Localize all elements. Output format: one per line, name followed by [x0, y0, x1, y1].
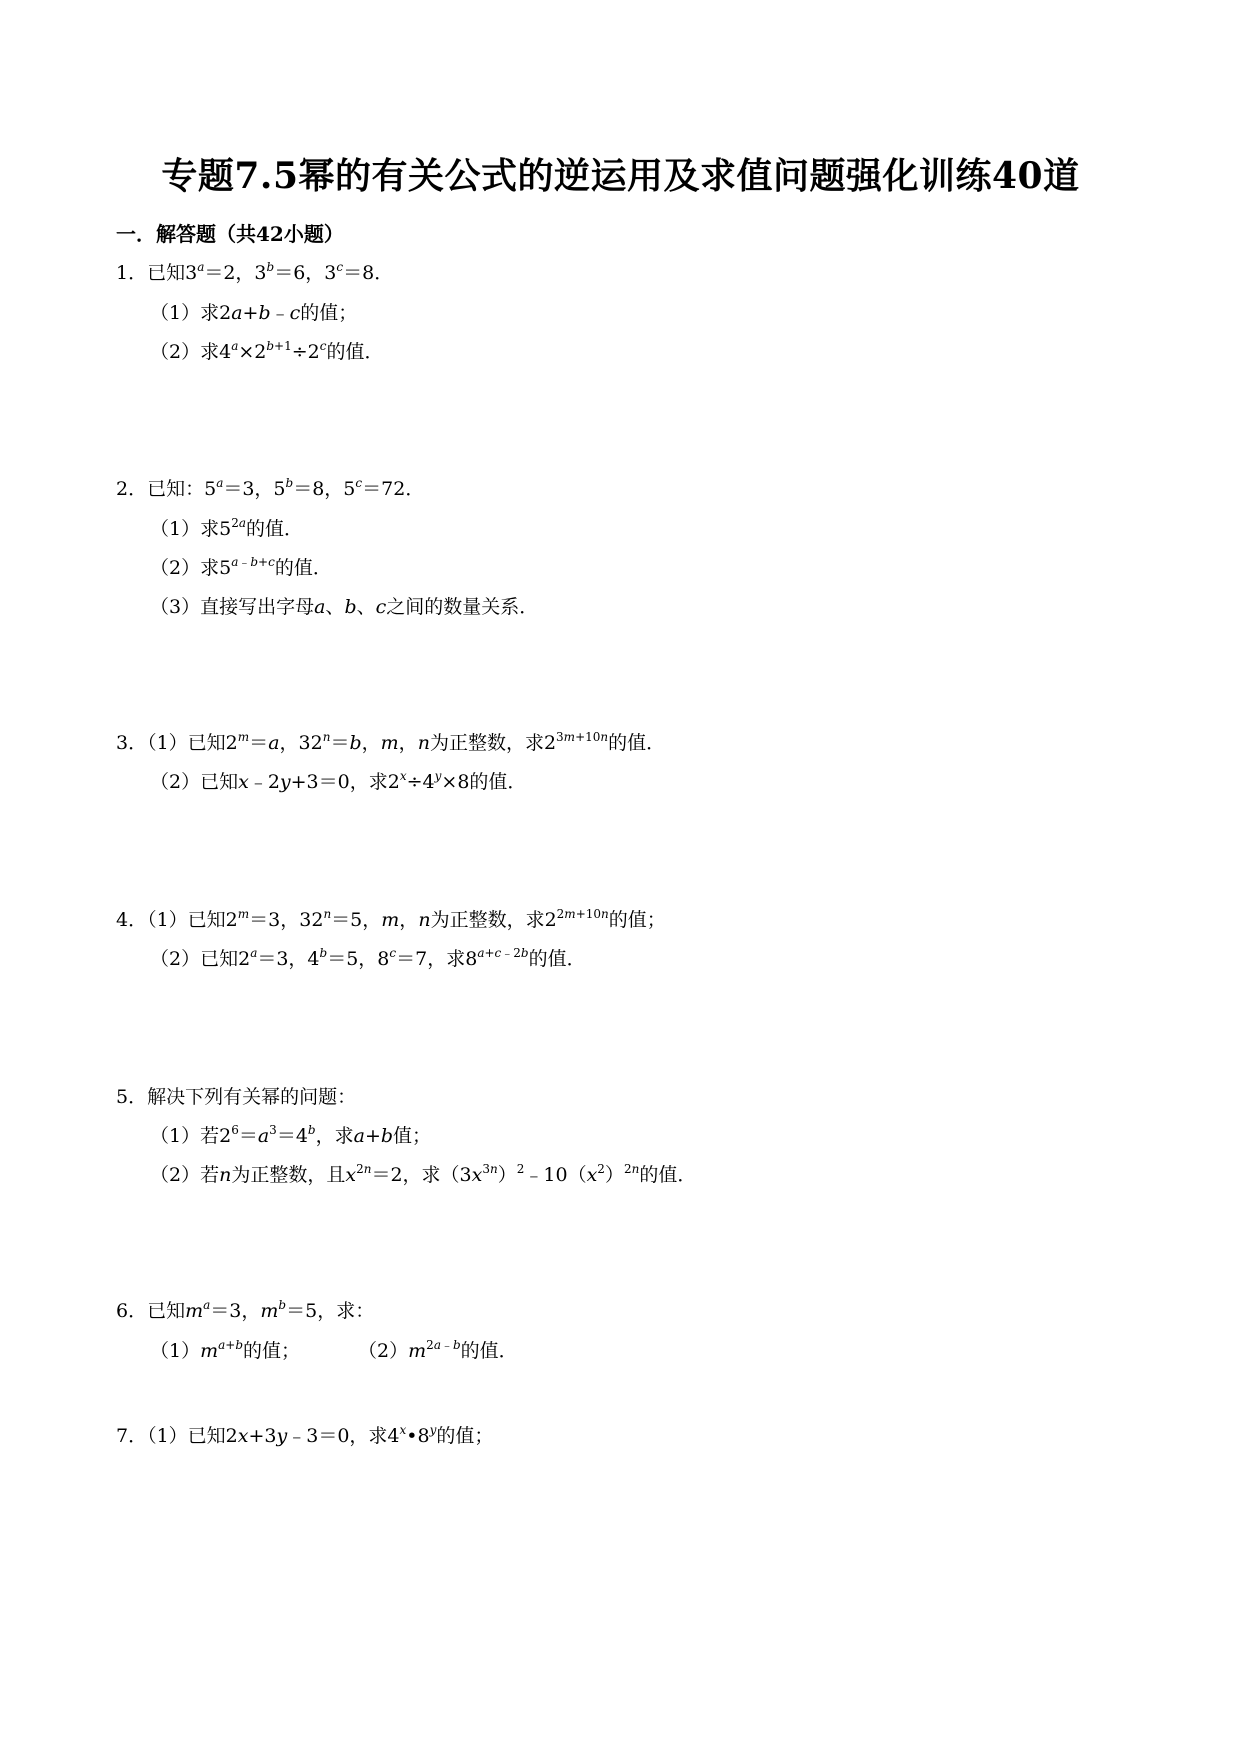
question-number: 3．: [116, 732, 148, 754]
question-5-part-2: （2）若n为正整数，且$x^{2n}=2$，求$(3x^{3n})^2﹣10(x^2)^{2n}$的值．: [150, 1162, 697, 1186]
question-number: 1．: [116, 262, 148, 284]
question-text: 已知：$5^a=3$，$5^b=8$，$5^c=72$．: [147, 476, 425, 500]
question-6-stem: [116, 1296, 374, 1323]
question-2-part-2: （2）求$5^{a﹣b+c}$的值．: [150, 555, 332, 579]
question-1-part-2: （2）求$4^a\times 2^{b+1}\div 2^c$的值．: [150, 339, 384, 363]
question-4-part-2: （2）已知$2^a=3$，$4^b=5$，$8^c=7$，求$8^{a+c﹣2b}$的值．: [150, 946, 586, 970]
question-2-part-1: （1）求$5^{2a}$的值．: [150, 516, 303, 540]
question-text: （1）已知2x+3y﹣3＝0，求4$^x$•8$^y$的值；: [147, 1423, 494, 1447]
question-text: （1）已知$2^m=a$，$32^n=b$，m，n为正整数，求$2^{3m+10n}$的值．: [147, 730, 666, 754]
question-number: 7．: [116, 1425, 148, 1447]
question-2-stem: [116, 474, 424, 501]
question-6-part-1: $(1)m^{a+b}$的值；: [150, 1338, 301, 1362]
question-4-part-1: [116, 905, 666, 932]
question-1-part-1: （1）求2a+b﹣c的值；: [150, 302, 358, 324]
question-5-part-1: （1）若$2^6=a^3=4^b$，求a+b值；: [150, 1123, 432, 1147]
question-2-part-3: （3）直接写出字母a、b、c之间的数量关系．: [150, 596, 539, 618]
question-6-part-2: $(2)m^{2a﹣b}$的值．: [358, 1338, 518, 1362]
question-3-part-2: （2）已知x﹣2y+3＝0，求$2^x\div 4^y\times 8$的值．: [150, 769, 527, 793]
section-heading: 一．解答题（共42小题）: [116, 222, 344, 246]
question-5-stem: [116, 1082, 356, 1109]
question-6-parts: [150, 1336, 518, 1363]
question-3-part-1: [116, 728, 665, 755]
question-text: 解决下列有关幂的问题：: [147, 1086, 357, 1108]
page-title: 专题7.5幂的有关公式的逆运用及求值问题强化训练40道: [161, 155, 1080, 197]
question-number: 4．: [116, 909, 148, 931]
question-text: 已知$m^a=3$，$m^b=5$，求：: [147, 1298, 375, 1322]
question-number: 5．: [116, 1086, 148, 1108]
question-1-stem: [116, 258, 393, 285]
question-text: 已知$3^a=2$，$3^b=6$，$3^c=8$．: [147, 260, 394, 284]
question-7-part-1: [116, 1421, 493, 1448]
question-text: （1）已知$2^m=3$，$32^n=5$，m，n为正整数，求$2^{2m+10n}$的值；: [147, 907, 666, 931]
question-number: 6．: [116, 1300, 148, 1322]
question-number: 2．: [116, 478, 148, 500]
